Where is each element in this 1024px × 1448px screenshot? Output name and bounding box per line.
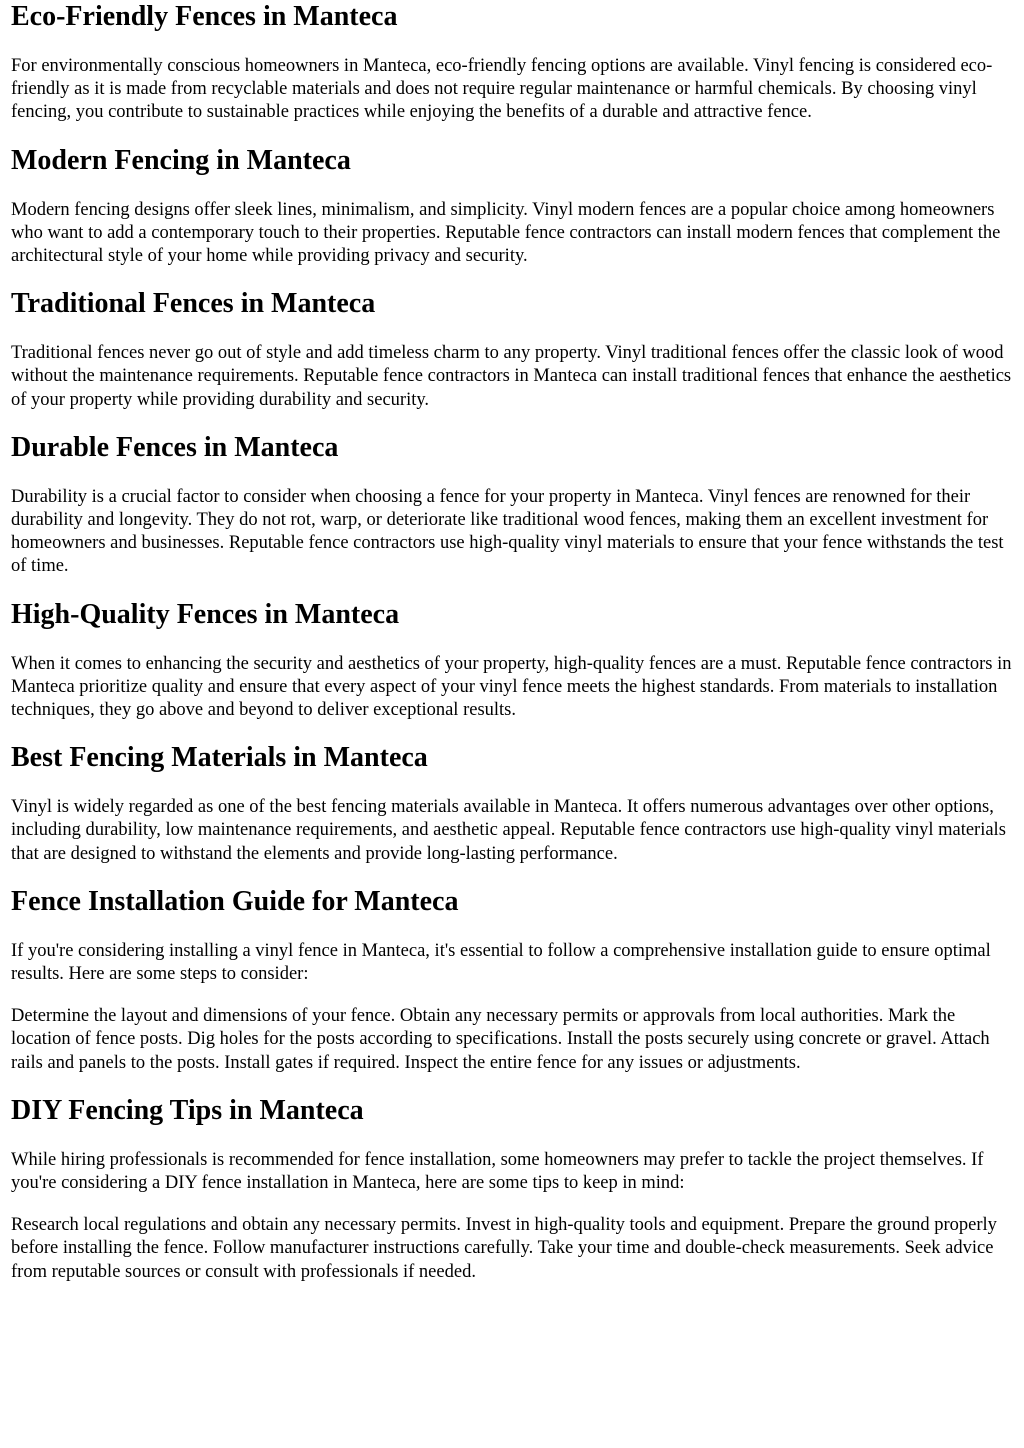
section-paragraph: Determine the layout and dimensions of your fence. Obtain any necessary permits or approvals from local authorities. Mark the location of fence posts. Dig holes for the posts according to specifications. Install the posts securely using concrete or gravel. Attach rails and panels to the posts. Install gates if required. Inspect the entire fence for any issues or adjustments.: [11, 1006, 990, 1073]
section-heading: Eco-Friendly Fences in Manteca: [11, 1, 398, 32]
section-heading: Fence Installation Guide for Manteca: [11, 885, 459, 917]
section-paragraph: Durability is a crucial factor to consider when choosing a fence for your property in Manteca. Vinyl fences are renowned for their durability and longevity. They do not rot, warp, or deteriorate like traditional wood fences, making them an excellent investment for homeowners and businesses. Reputable fence contractors use high-quality vinyl materials to ensure that your fence withstands the test of time.: [11, 486, 1004, 577]
section-heading: DIY Fencing Tips in Manteca: [11, 1094, 364, 1126]
section-heading: High-Quality Fences in Manteca: [11, 598, 400, 630]
section-traditional-fences: [11, 287, 1013, 412]
section-fence-installation-guide: [11, 885, 1013, 1075]
section-heading: Modern Fencing in Manteca: [11, 144, 351, 176]
section-best-fencing-materials: [11, 741, 1013, 866]
section-diy-fencing-tips: [11, 1094, 1013, 1284]
section-durable-fences: [11, 431, 1013, 579]
section-heading: Traditional Fences in Manteca: [11, 288, 376, 320]
section-modern-fencing: [11, 144, 1013, 269]
section-paragraph: Modern fencing designs offer sleek lines, minimalism, and simplicity. Vinyl modern fences are a popular choice among homeowners who want to add a contemporary touch to their properties. Reputable fence contractors can install modern fences that complement the architectural style of your home while providing privacy and security.: [11, 199, 1001, 267]
section-paragraph: If you're considering installing a vinyl fence in Manteca, it's essential to follow a comprehensive installation guide to ensure optimal results. Here are some steps to consider:: [11, 940, 991, 985]
section-paragraph: When it comes to enhancing the security and aesthetics of your property, high-quality fences are a must. Reputable fence contractors in Manteca prioritize quality and ensure that every aspect of your vinyl fence meets the highest standards. From materials to installation techniques, they go above and beyond to deliver exceptional results.: [11, 653, 1012, 721]
section-eco-friendly-fences: [11, 0, 1013, 125]
section-paragraph: Traditional fences never go out of style and add timeless charm to any property. Vinyl traditional fences offer the classic look of wood without the maintenance requirements. Reputable fence contractors in Manteca can install traditional fences that enhance the aesthetics of your property while providing durability and security.: [11, 343, 1012, 410]
section-heading: Durable Fences in Manteca: [11, 431, 339, 463]
section-paragraph: Research local regulations and obtain any necessary permits. Invest in high-quality tools and equipment. Prepare the ground properly before installing the fence. Follow manufacturer instructions carefully. Take your time and double-check measurements. Seek advice from reputable sources or consult with professionals if needed.: [11, 1215, 997, 1282]
section-paragraph: For environmentally conscious homeowners in Manteca, eco-friendly fencing options are available. Vinyl fencing is considered eco-friendly as it is made from recyclable materials and does not require regular maintenance or harmful chemicals. By choosing vinyl fencing, you contribute to sustainable practices while enjoying the benefits of a durable and attractive fence.: [11, 56, 993, 123]
section-paragraph: Vinyl is widely regarded as one of the best fencing materials available in Manteca. It offers numerous advantages over other options, including durability, low maintenance requirements, and aesthetic appeal. Reputable fence contractors use high-quality vinyl materials that are designed to withstand the elements and provide long-lasting performance.: [11, 797, 1006, 864]
section-paragraph: While hiring professionals is recommended for fence installation, some homeowners may prefer to tackle the project themselves. If you're considering a DIY fence installation in Manteca, here are some tips to keep in mind:: [11, 1149, 984, 1194]
section-high-quality-fences: [11, 598, 1013, 723]
section-heading: Best Fencing Materials in Manteca: [11, 742, 428, 774]
